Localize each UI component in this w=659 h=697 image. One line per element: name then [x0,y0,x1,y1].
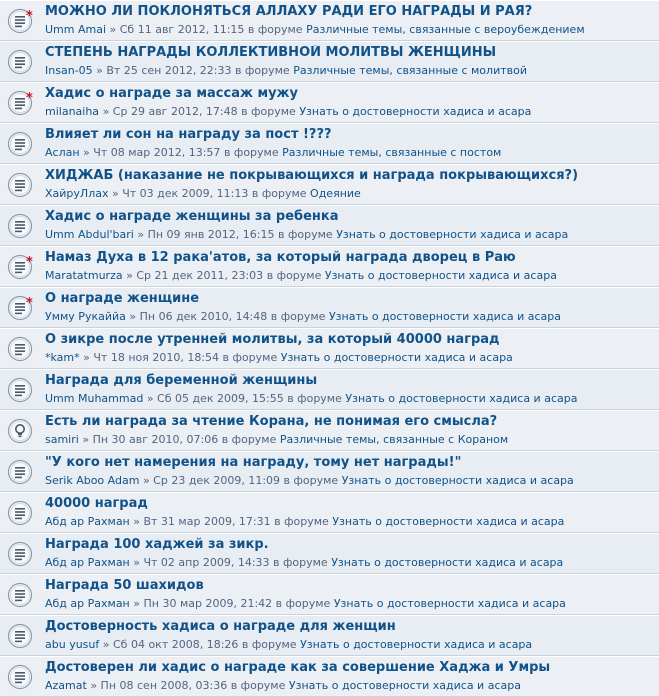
separator: » [133,597,140,610]
separator: » [96,64,103,77]
topic-icon [7,131,33,157]
topic-title-link[interactable]: Влияет ли сон на награду за пост !??? [45,127,332,142]
topic-author-link[interactable]: Serik Aboo Adam [45,474,140,487]
topic-author-link[interactable]: *kam* [45,351,80,364]
topic-icon [7,500,33,526]
topic-meta [45,64,655,77]
topic-row [0,615,659,656]
topic-row [0,205,659,246]
svg-text:*: * [26,255,33,270]
topic-meta [45,679,655,692]
separator: » [83,146,90,159]
topic-forum-link[interactable]: Узнать о достоверности хадиса и асара [280,351,513,364]
topic-forum-link[interactable]: Различные темы, связанные с постом [282,146,502,159]
topic-row [0,492,659,533]
topic-icon [7,49,33,75]
separator: » [126,269,133,282]
in-forum-label: в форуме [266,269,322,282]
topic-title-link[interactable]: Есть ли награда за чтение Корана, не понимая его смысла? [45,414,498,429]
in-forum-label: в форуме [251,187,307,200]
topic-meta [45,146,655,159]
topic-new-icon [7,295,33,321]
in-forum-label: в форуме [222,351,278,364]
topic-author-link[interactable]: Umm Amai [45,23,107,36]
topic-row [0,656,659,697]
topic-meta [45,433,655,446]
topic-title-link[interactable]: ХИДЖАБ (наказание не покрывающихся и награда покрывающихся?) [45,168,579,183]
topic-row [0,328,659,369]
topic-meta [45,310,655,323]
in-forum-label: в форуме [241,638,297,651]
in-forum-label: в форуме [287,392,342,405]
topic-meta [45,228,655,241]
separator: » [90,679,98,692]
separator: » [111,187,119,200]
in-forum-label: в форуме [241,105,296,118]
in-forum-label: в форуме [230,679,286,692]
topic-title-link[interactable]: Хадис о награде за массаж мужу [45,86,298,101]
topic-author-link[interactable]: Аслан [45,146,80,159]
in-forum-label: в форуме [273,556,328,569]
topic-icon [7,459,33,485]
in-forum-label: в форуме [235,64,290,77]
topic-new-icon [7,254,33,280]
topic-author-link[interactable]: samiri [45,433,79,446]
topic-date: Ср 29 авг 2012, 17:48 [112,105,238,118]
separator: » [137,228,145,241]
question-icon [7,418,33,444]
topic-author-link[interactable]: Umm Abdul'bari [45,228,134,241]
topic-forum-link[interactable]: Узнать о достоверности хадиса и асара [328,310,562,323]
separator: » [133,515,140,528]
topic-row [0,369,659,410]
topic-forum-link[interactable]: Различные темы, связанные с молитвой [293,64,527,77]
topic-title-link[interactable]: Награда 50 шахидов [45,578,204,593]
in-forum-label: в форуме [283,474,339,487]
topic-author-link[interactable]: Умму Рукаййа [45,310,126,323]
svg-text:*: * [26,296,33,311]
topic-new-icon [7,90,33,116]
topic-meta [45,392,655,405]
topic-date: Сб 05 дек 2009, 15:55 [157,392,284,405]
topic-row [0,164,659,205]
topic-forum-link[interactable]: Различные темы, связанные с вероубеждением [306,23,585,36]
separator: » [129,310,137,323]
svg-text:*: * [26,9,33,24]
topic-title-link[interactable]: Намаз Духа в 12 рака'атов, за который награда дворец в Раю [45,250,516,265]
topic-forum-link[interactable]: Узнать о достоверности хадиса и асара [288,679,521,692]
topic-meta [45,515,655,528]
topic-author-link[interactable]: Maratatmurza [45,269,123,282]
topic-title-link[interactable]: О награде женщине [45,291,200,306]
separator: » [83,351,90,364]
topic-date: Пн 09 янв 2012, 16:15 [147,228,275,241]
topic-icon [7,664,33,690]
topic-icon [7,582,33,608]
topic-title-link[interactable]: СТЕПЕНЬ НАГРАДЫ КОЛЛЕКТИВНОЙ МОЛИТВЫ ЖЕНЩИНЫ [45,45,497,60]
topic-icon [7,541,33,567]
topic-title-link[interactable]: Достоверен ли хадис о награде как за совершение Хаджа и Умры [45,660,551,675]
separator: » [142,474,150,487]
topic-row [0,287,659,328]
topic-date: Чт 03 дек 2009, 11:13 [122,187,249,200]
topic-date: Ср 21 дек 2011, 23:03 [136,269,264,282]
topic-date: Вт 31 мар 2009, 17:31 [143,515,271,528]
in-forum-label: в форуме [221,433,277,446]
topic-forum-link[interactable]: Узнать о достоверности хадиса и асара [299,105,532,118]
topic-date: Сб 11 авг 2012, 11:15 [119,23,245,36]
topic-author-link[interactable]: Абд ар Рахман [45,597,130,610]
topic-title-link[interactable]: О зикре после утренней молитвы, за который 40000 наград [45,332,500,347]
topic-icon [7,336,33,362]
topic-author-link[interactable]: abu yusuf [45,638,100,651]
in-forum-label: в форуме [274,515,329,528]
topic-meta [45,105,655,118]
topic-title-link[interactable]: Хадис о награде женщины за ребенка [45,209,339,224]
topic-forum-link[interactable]: Одеяние [310,187,361,200]
topic-forum-link[interactable]: Узнать о достоверности хадиса и асара [336,228,569,241]
topic-forum-link[interactable]: Узнать о достоверности хадиса и асара [341,474,574,487]
topic-title-link[interactable]: Достоверность хадиса о награде для женщин [45,619,396,634]
topic-row [0,246,659,287]
separator: » [102,105,110,118]
topic-row [0,123,659,164]
topic-meta [45,351,655,364]
topic-icon [7,213,33,239]
topic-author-link[interactable]: ХайруЛлах [45,187,109,200]
topic-icon [7,623,33,649]
topic-forum-link[interactable]: Узнать о достоверности хадиса и асара [345,392,578,405]
topic-date: Чт 08 мар 2012, 13:57 [93,146,221,159]
topic-author-link[interactable]: Абд ар Рахман [45,515,130,528]
separator: » [133,556,140,569]
topic-forum-link[interactable]: Узнать о достоверности хадиса и асара [324,269,557,282]
topic-meta [45,556,655,569]
topic-meta [45,23,655,36]
topic-meta [45,638,655,651]
topic-title-link[interactable]: Награда 100 хаджей за зикр. [45,537,269,552]
topic-forum-link[interactable]: Различные темы, связанные с Кораном [279,433,509,446]
separator: » [102,638,110,651]
topic-date: Сб 04 окт 2008, 18:26 [112,638,239,651]
separator: » [82,433,90,446]
topic-date: Пн 08 сен 2008, 03:36 [100,679,228,692]
topic-date: Чт 02 апр 2009, 14:33 [143,556,270,569]
topic-date: Пн 30 авг 2010, 07:06 [92,433,219,446]
topic-icon [7,377,33,403]
topic-row [0,574,659,615]
topic-new-icon [7,8,33,34]
topic-date: Пн 30 мар 2009, 21:42 [143,597,273,610]
topic-title-link[interactable]: МОЖНО ЛИ ПОКЛОНЯТЬСЯ АЛЛАХУ РАДИ ЕГО НАГРАДЫ И РАЯ? [45,4,533,19]
topic-meta [45,474,655,487]
topic-forum-link[interactable]: Узнать о достоверности хадиса и асара [300,638,533,651]
in-forum-label: в форуме [275,597,331,610]
topic-title-link[interactable]: 40000 наград [45,496,148,511]
topic-author-link[interactable]: Insan-05 [45,64,93,77]
in-forum-label: в форуме [223,146,279,159]
topic-forum-link[interactable]: Узнать о достоверности хадиса и асара [332,515,565,528]
topic-meta [45,597,655,610]
svg-text:*: * [26,91,33,106]
in-forum-label: в форуме [247,23,303,36]
topic-date: Пн 06 дек 2010, 14:48 [139,310,268,323]
topic-row [0,0,659,41]
topic-row [0,533,659,574]
topic-date: Вт 25 сен 2012, 22:33 [106,64,232,77]
topic-row [0,82,659,123]
topic-forum-link[interactable]: Узнать о достоверности хадиса и асара [331,556,564,569]
topic-icon [7,172,33,198]
topic-title-link[interactable]: "У кого нет намерения на награду, тому нет награды!" [45,455,462,470]
separator: » [146,392,154,405]
topic-meta [45,187,655,200]
topic-author-link[interactable]: Umm Muhammad [45,392,144,405]
topic-author-link[interactable]: Azamat [45,679,87,692]
in-forum-label: в форуме [278,228,333,241]
topic-date: Ср 23 дек 2009, 11:09 [153,474,281,487]
in-forum-label: в форуме [270,310,326,323]
topic-author-link[interactable]: milanaiha [45,105,100,118]
topic-title-link[interactable]: Награда для беременной женщины [45,373,318,388]
topic-row [0,410,659,451]
topic-author-link[interactable]: Абд ар Рахман [45,556,130,569]
topic-row [0,41,659,82]
topic-row [0,451,659,492]
separator: » [109,23,117,36]
topic-date: Чт 18 ноя 2010, 18:54 [93,351,220,364]
topic-meta [45,269,655,282]
topic-forum-link[interactable]: Узнать о достоверности хадиса и асара [333,597,566,610]
